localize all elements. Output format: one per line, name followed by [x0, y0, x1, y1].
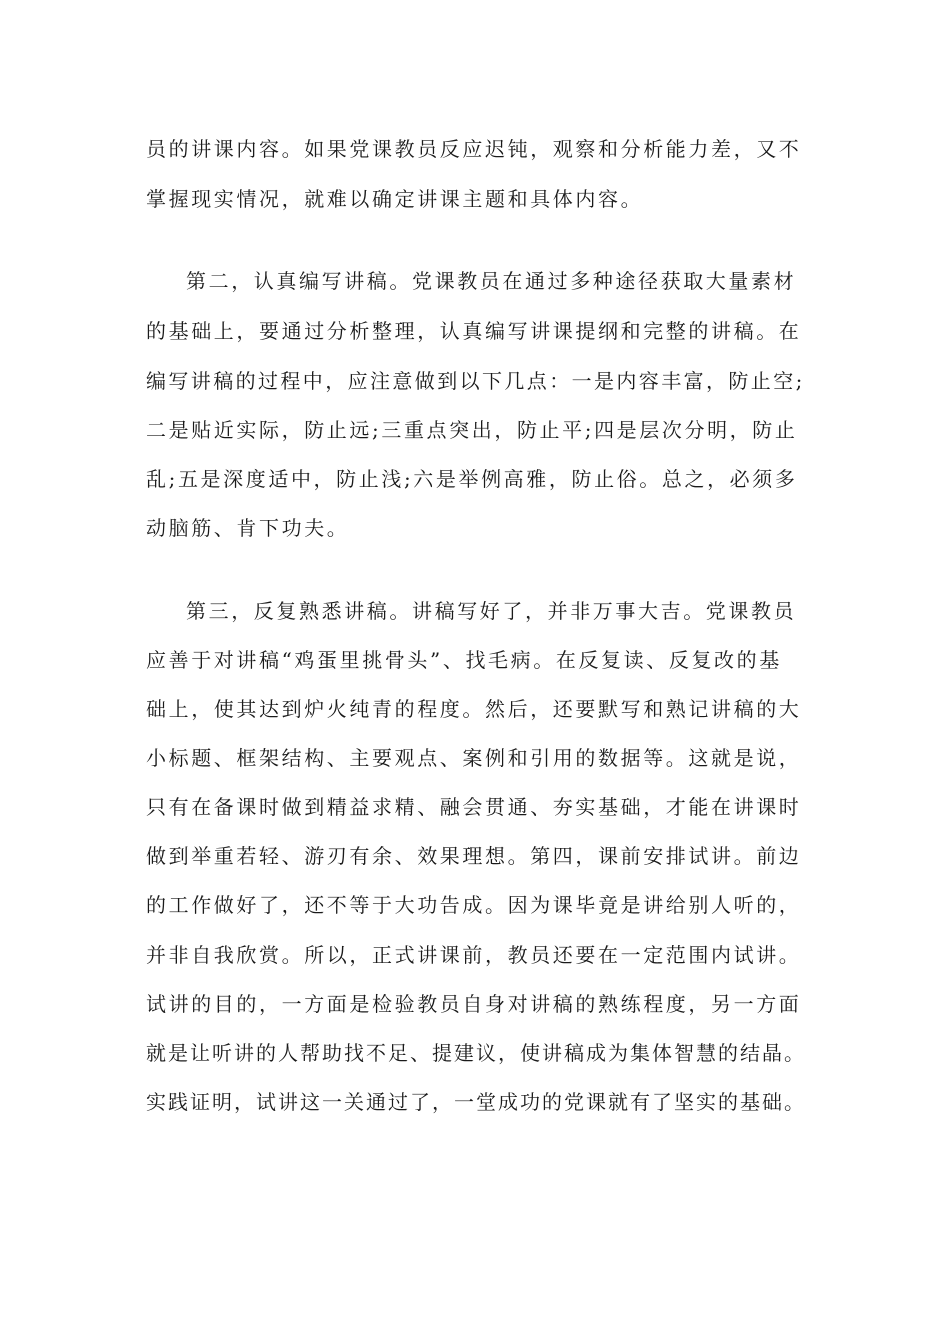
p3-line-3: 础上，使其达到炉火纯青的程度。然后，还要默写和熟记讲稿的大: [146, 697, 802, 721]
p3-line-8: 并非自我欣赏。所以，正式讲课前，教员还要在一定范围内试讲。: [146, 943, 802, 967]
p3-line-1: 第三，反复熟悉讲稿。讲稿写好了，并非万事大吉。党课教员: [186, 599, 797, 623]
p1-line-1: 员的讲课内容。如果党课教员反应迟钝，观察和分析能力差，又不: [146, 137, 802, 161]
p2-line-2: 的基础上，要通过分析整理，认真编写讲课提纲和完整的讲稿。在: [146, 319, 802, 343]
p3-line-2: 应善于对讲稿“鸡蛋里挑骨头”、找毛病。在反复读、反复改的基: [146, 648, 782, 672]
p2-line-3: 编写讲稿的过程中，应注意做到以下几点：一是内容丰富，防止空;: [146, 369, 805, 393]
p3-line-9: 试讲的目的，一方面是检验教员自身对讲稿的熟练程度，另一方面: [146, 992, 802, 1016]
p3-line-6: 做到举重若轻、游刃有余、效果理想。第四，课前安排试讲。前边: [146, 844, 802, 868]
p2-line-6: 动脑筋、肯下功夫。: [146, 516, 350, 540]
p2-line-1: 第二，认真编写讲稿。党课教员在通过多种途径获取大量素材: [186, 269, 797, 293]
p3-line-7: 的工作做好了，还不等于大功告成。因为课毕竟是讲给别人听的，: [146, 893, 802, 917]
p1-line-2: 掌握现实情况，就难以确定讲课主题和具体内容。: [146, 187, 644, 211]
p2-line-4: 二是贴近实际，防止远;三重点突出，防止平;四是层次分明，防止: [146, 418, 798, 442]
p3-line-10: 就是让听讲的人帮助找不足、提建议，使讲稿成为集体智慧的结晶。: [146, 1041, 806, 1065]
p3-line-4: 小标题、框架结构、主要观点、案例和引用的数据等。这就是说，: [146, 746, 802, 770]
p3-line-11: 实践证明，试讲这一关通过了，一堂成功的党课就有了坚实的基础。: [146, 1090, 806, 1114]
p3-line-5: 只有在备课时做到精益求精、融会贯通、夯实基础，才能在讲课时: [146, 795, 802, 819]
p2-line-5: 乱;五是深度适中，防止浅;六是举例高雅，防止俗。总之，必须多: [146, 467, 798, 491]
